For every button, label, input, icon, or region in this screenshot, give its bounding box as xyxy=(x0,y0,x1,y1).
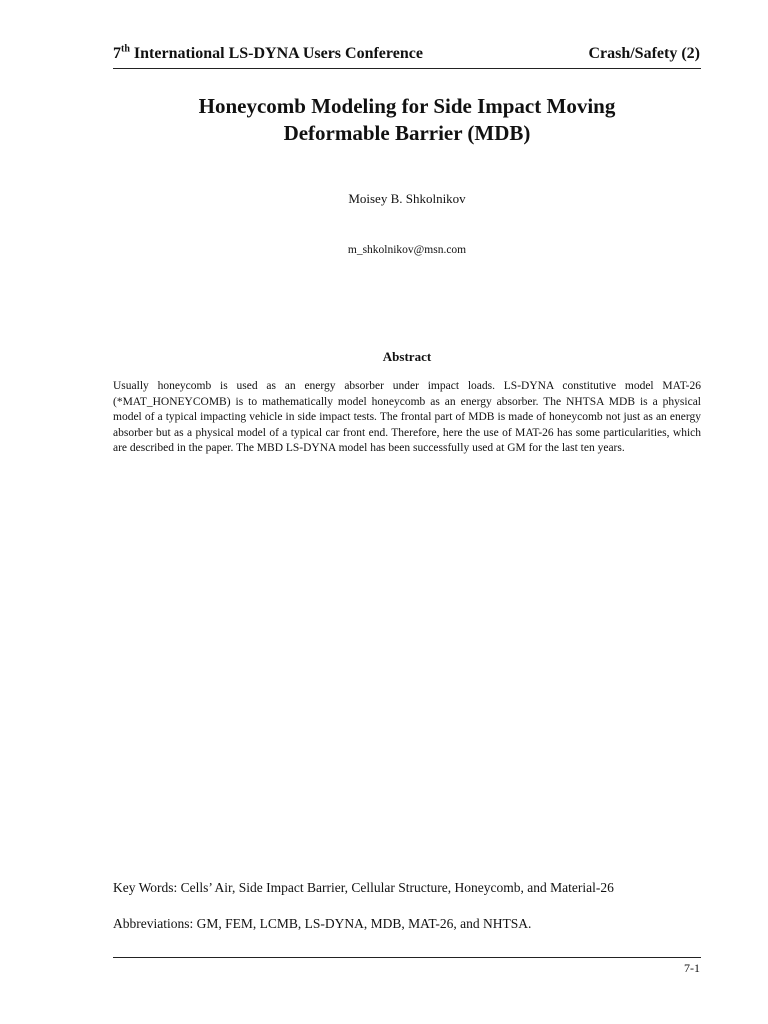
author-email: m_shkolnikov@msn.com xyxy=(347,244,467,256)
paper-title-line-2: Deformable Barrier (MDB) xyxy=(283,121,531,145)
footer-divider xyxy=(113,957,701,958)
paper-title xyxy=(113,93,701,147)
abbreviations-line: Abbreviations: GM, FEM, LCMB, LS-DYNA, MDB, MAT-26, and NHTSA. xyxy=(113,916,532,931)
running-header-conference xyxy=(113,45,423,63)
conference-ordinal-suffix: th xyxy=(121,43,130,55)
running-header-section: Crash/Safety (2) xyxy=(588,45,700,62)
author-name: Moisey B. Shkolnikov xyxy=(348,191,466,206)
page-number: 7-1 xyxy=(684,961,700,975)
abstract-body: Usually honeycomb is used as an energy absorber under impact loads. LS-DYNA constitutive model MAT-26 (*MAT_HONEYCOMB) is to mathematically model honeycomb as an energy absorber. The NHTSA MDB is a physical model of a typical impacting vehicle in side impact tests. The frontal part of MDB is made of honeycomb not just as an energy absorber but as a physical model of a typical car front end. Therefore, here the use of MAT-26 has some particularities, which are described in the paper. The MBD LS-DYNA model has been successfully used at GM for the last ten years. xyxy=(113,380,701,455)
paper-title-line-1: Honeycomb Modeling for Side Impact Moving xyxy=(198,94,616,118)
abstract-heading: Abstract xyxy=(382,349,432,364)
header-divider xyxy=(113,68,701,69)
conference-number: 7 xyxy=(113,45,121,62)
conference-name: International LS-DYNA Users Conference xyxy=(133,45,423,62)
keywords-line: Key Words: Cells’ Air, Side Impact Barrier, Cellular Structure, Honeycomb, and Material-26 xyxy=(113,880,614,895)
